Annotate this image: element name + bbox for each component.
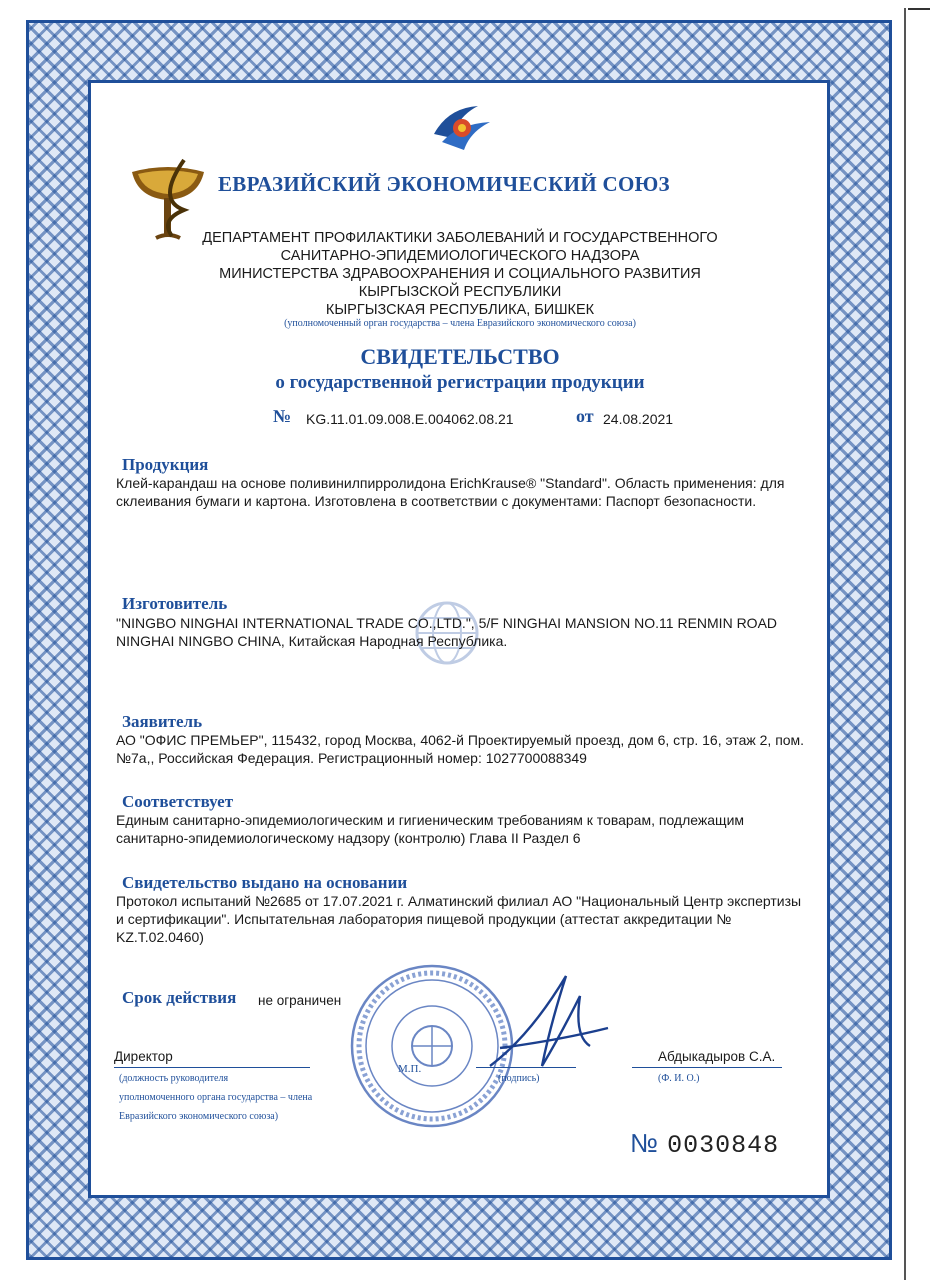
applicant-title: Заявитель: [122, 712, 203, 731]
certificate-subtitle: о государственной регистрации продукции: [275, 372, 645, 393]
certificate-number: KG.11.01.09.008.E.004062.08.21: [306, 411, 514, 427]
union-title: ЕВРАЗИЙСКИЙ ЭКОНОМИЧЕСКИЙ СОЮЗ: [218, 172, 670, 196]
position-note-3: Евразийского экономического союза): [119, 1111, 279, 1122]
department-line-1: ДЕПАРТАМЕНТ ПРОФИЛАКТИКИ ЗАБОЛЕВАНИЙ И ГОСУДАРСТВЕННОГО: [202, 230, 718, 246]
scan-edge-line: [904, 8, 906, 1280]
product-title: Продукция: [122, 455, 209, 474]
director-name: Абдыкадыров С.А.: [658, 1049, 776, 1064]
applicant-text: АО "ОФИС ПРЕМЬЕР", 115432, город Москва, 4062-й Проектируемый проезд, дом 6, стр. 16, этаж 2, пом. №7а,, Российская Федерация. Регистрационный номер: 1027700088349: [116, 732, 805, 766]
authority-note: (уполномоченный орган государства – члена Евразийского экономического союза): [284, 318, 636, 329]
department-line-5: КЫРГЫЗСКАЯ РЕСПУБЛИКА, БИШКЕК: [325, 302, 595, 318]
certificate-title: СВИДЕТЕЛЬСТВО: [360, 344, 560, 369]
manufacturer-text: "NINGBO NINGHAI INTERNATIONAL TRADE CO.,LTD.", 5/F NINGHAI MANSION NO.11 RENMIN ROAD NINGHAI NINGBO CHINA, Китайская Народная Республика.: [116, 615, 778, 649]
date-label: от: [576, 406, 594, 426]
validity-title: Срок действия: [122, 988, 237, 1007]
basis-text: Протокол испытаний №2685 от 17.07.2021 г. Алматинский филиал АО "Национальный Центр экспертизы и сертификации". Испытательная лаборатория пищевой продукции (аттестат аккредитации № KZ.T.02.0460): [116, 893, 802, 945]
department-line-4: КЫРГЫЗСКОЙ РЕСПУБЛИКИ: [358, 284, 562, 300]
department-line-3: МИНИСТЕРСТВА ЗДРАВООХРАНЕНИЯ И СОЦИАЛЬНОГО РАЗВИТИЯ: [219, 266, 701, 282]
department-line-2: САНИТАРНО-ЭПИДЕМИОЛОГИЧЕСКОГО НАДЗОРА: [280, 248, 640, 264]
scan-edge-mark: [908, 8, 930, 10]
seal-label: М.П.: [398, 1063, 422, 1075]
serial-number: [630, 1128, 779, 1160]
product-text: Клей-карандаш на основе поливинилпирролидона ErichKrause® "Standard". Область применения: для склеивания бумаги и картона. Изготовлена в соответствии с документами: Паспорт безопасности.: [116, 475, 785, 509]
position-note-2: уполномоченного органа государства – члена: [119, 1092, 313, 1103]
eaeu-emblem-icon: [428, 98, 496, 158]
basis-title: Свидетельство выдано на основании: [122, 873, 408, 892]
director-label: Директор: [114, 1049, 173, 1064]
signature-icon: [470, 966, 620, 1086]
position-underline: [114, 1067, 310, 1068]
serial-value: 0030848: [667, 1131, 780, 1160]
manufacturer-title: Изготовитель: [122, 594, 228, 613]
signature-label: (подпись): [498, 1073, 540, 1084]
name-label: (Ф. И. О.): [658, 1073, 700, 1084]
serial-label: №: [630, 1128, 659, 1158]
signature-underline: [476, 1067, 576, 1068]
conforms-text: Единым санитарно-эпидемиологическим и гигиеническим требованиям к товарам, подлежащим санитарно-эпидемиологическому надзору (контролю) Глава II Раздел 6: [116, 812, 745, 846]
conforms-title: Соответствует: [122, 792, 234, 811]
certificate-date: 24.08.2021: [603, 411, 674, 427]
number-label: №: [273, 406, 292, 426]
position-note-1: (должность руководителя: [119, 1073, 229, 1084]
validity-value: не ограничен: [258, 993, 342, 1008]
name-underline: [632, 1067, 782, 1068]
